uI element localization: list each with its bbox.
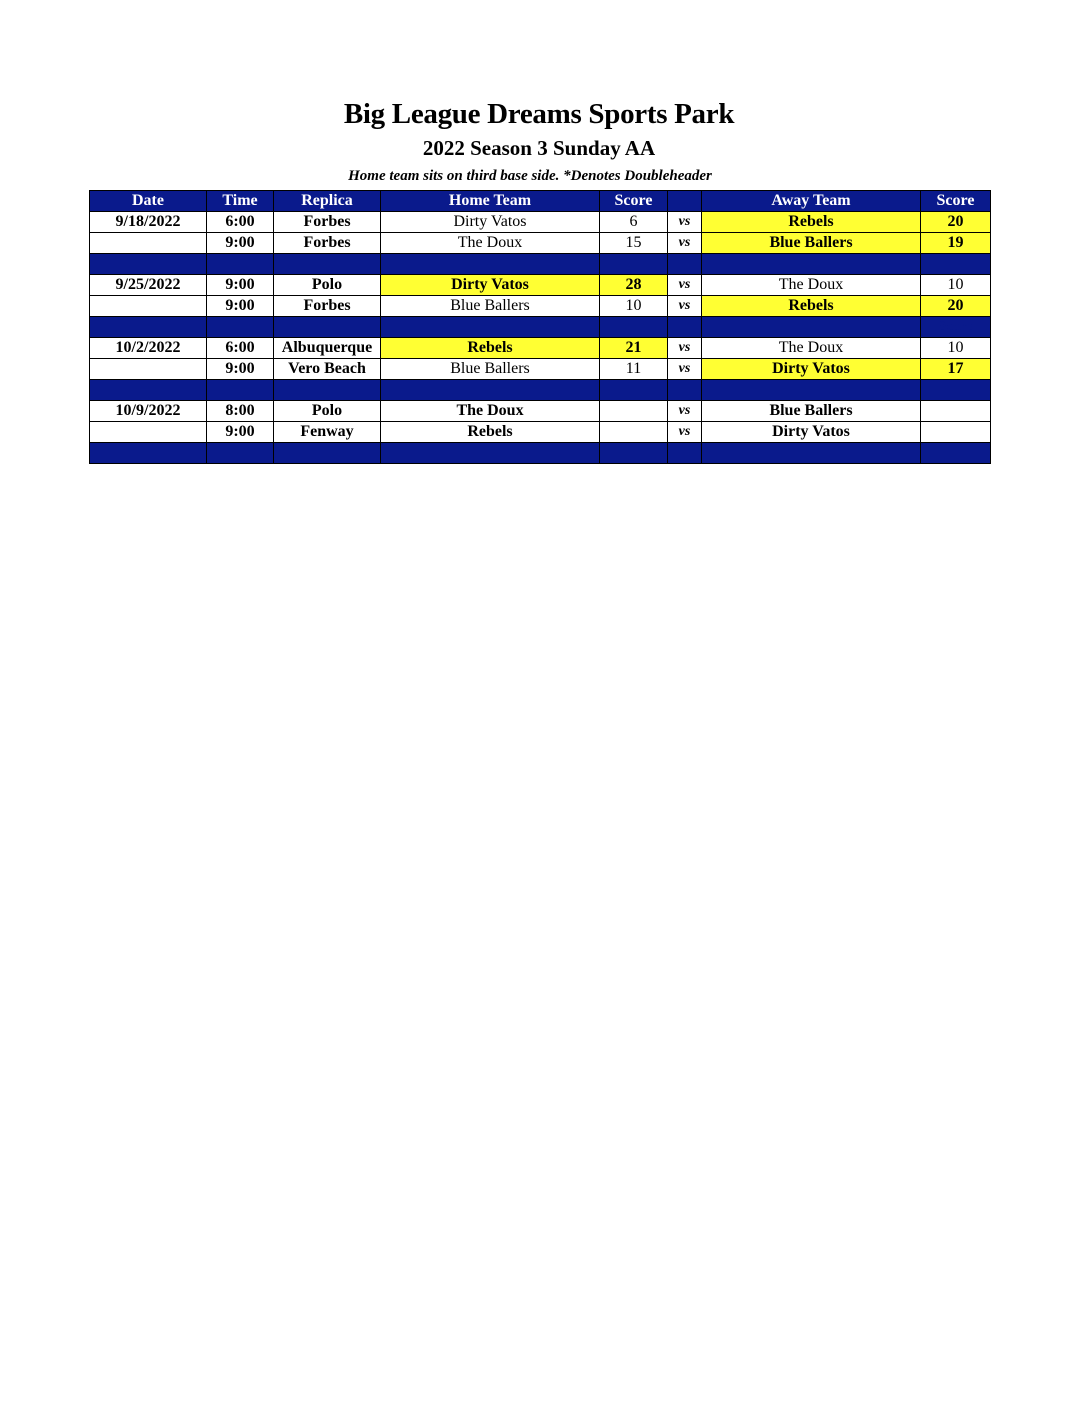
away-team: Blue Ballers — [702, 233, 921, 254]
away-team: The Doux — [702, 338, 921, 359]
game-date: 9/25/2022 — [90, 275, 207, 296]
vs-label: vs — [668, 338, 702, 359]
vs-label: vs — [668, 275, 702, 296]
game-time: 8:00 — [207, 401, 274, 422]
vs-label: vs — [668, 401, 702, 422]
game-replica: Albuquerque — [274, 338, 381, 359]
away-team: Rebels — [702, 212, 921, 233]
vs-label: vs — [668, 233, 702, 254]
header-home-score: Score — [600, 191, 668, 212]
game-date: 9/18/2022 — [90, 212, 207, 233]
game-replica: Forbes — [274, 233, 381, 254]
page-title: Big League Dreams Sports Park — [343, 98, 735, 130]
vs-label: vs — [668, 422, 702, 443]
table-row — [90, 275, 991, 296]
game-time: 9:00 — [207, 296, 274, 317]
away-score: 20 — [921, 296, 991, 317]
game-date — [90, 296, 207, 317]
table-row — [90, 296, 991, 317]
home-score: 15 — [600, 233, 668, 254]
vs-label: vs — [668, 359, 702, 380]
header-away-team: Away Team — [702, 191, 921, 212]
home-team: Dirty Vatos — [381, 212, 600, 233]
away-score: 19 — [921, 233, 991, 254]
away-score — [921, 422, 991, 443]
vs-label: vs — [668, 296, 702, 317]
week-separator — [90, 317, 991, 338]
home-team: Rebels — [381, 422, 600, 443]
away-team: The Doux — [702, 275, 921, 296]
game-time: 9:00 — [207, 359, 274, 380]
away-team: Dirty Vatos — [702, 422, 921, 443]
away-team: Dirty Vatos — [702, 359, 921, 380]
week-separator — [90, 380, 991, 401]
game-date: 10/2/2022 — [90, 338, 207, 359]
game-replica: Forbes — [274, 296, 381, 317]
game-time: 9:00 — [207, 233, 274, 254]
game-replica: Forbes — [274, 212, 381, 233]
home-score: 6 — [600, 212, 668, 233]
game-time: 6:00 — [207, 338, 274, 359]
header-away-score: Score — [921, 191, 991, 212]
away-score: 17 — [921, 359, 991, 380]
home-score — [600, 401, 668, 422]
away-team: Rebels — [702, 296, 921, 317]
game-time: 6:00 — [207, 212, 274, 233]
home-team: Blue Ballers — [381, 296, 600, 317]
home-team: Rebels — [381, 338, 600, 359]
home-score: 10 — [600, 296, 668, 317]
table-row — [90, 212, 991, 233]
separator-ghost-label: Score — [921, 317, 991, 338]
header-vs — [668, 191, 702, 212]
table-row — [90, 422, 991, 443]
game-date — [90, 359, 207, 380]
home-score: 28 — [600, 275, 668, 296]
game-date — [90, 233, 207, 254]
home-score: 11 — [600, 359, 668, 380]
game-date — [90, 422, 207, 443]
away-score — [921, 401, 991, 422]
game-date: 10/9/2022 — [90, 401, 207, 422]
home-score: 21 — [600, 338, 668, 359]
home-team: The Doux — [381, 233, 600, 254]
header-date: Date — [90, 191, 207, 212]
home-team: Dirty Vatos — [381, 275, 600, 296]
table-row — [90, 401, 991, 422]
away-team: Blue Ballers — [702, 401, 921, 422]
schedule-table — [89, 190, 991, 464]
game-replica: Polo — [274, 401, 381, 422]
header-time: Time — [207, 191, 274, 212]
table-row — [90, 359, 991, 380]
week-separator — [90, 254, 991, 275]
table-row — [90, 233, 991, 254]
away-score: 10 — [921, 275, 991, 296]
schedule-note: Home team sits on third base side. *Denotes Doubleheader — [348, 168, 712, 184]
away-score: 10 — [921, 338, 991, 359]
game-replica: Vero Beach — [274, 359, 381, 380]
header-replica: Replica — [274, 191, 381, 212]
page-subtitle: 2022 Season 3 Sunday AA — [422, 136, 656, 160]
home-score — [600, 422, 668, 443]
game-time: 9:00 — [207, 275, 274, 296]
game-replica: Polo — [274, 275, 381, 296]
vs-label: vs — [668, 212, 702, 233]
header-row — [90, 191, 991, 212]
away-score: 20 — [921, 212, 991, 233]
table-row — [90, 338, 991, 359]
home-team: Blue Ballers — [381, 359, 600, 380]
game-replica: Fenway — [274, 422, 381, 443]
header-home-team: Home Team — [381, 191, 600, 212]
home-team: The Doux — [381, 401, 600, 422]
game-time: 9:00 — [207, 422, 274, 443]
week-separator — [90, 443, 991, 464]
